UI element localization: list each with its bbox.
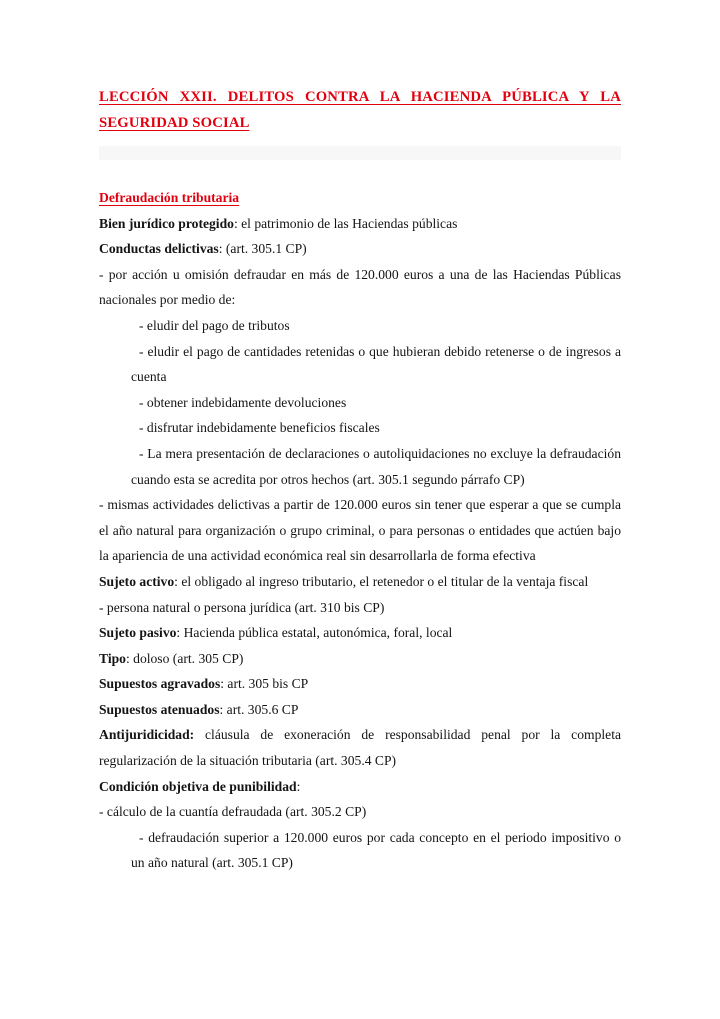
entry-sujeto-activo: [99, 569, 621, 595]
list-item-calculo-cuantia: - cálculo de la cuantía defraudada (art. 305.2 CP): [99, 804, 367, 820]
entry-label: Conductas delictivas: [99, 241, 219, 257]
entry-label: Bien jurídico protegido: [99, 215, 234, 231]
entry-label: Supuestos atenuados: [99, 701, 220, 717]
list-item-defraudacion-superior: - defraudación superior a 120.000 euros por cada concepto en el periodo impositivo o un año natural (art. 305.1 CP): [131, 829, 621, 871]
entry-label: Sujeto activo: [99, 573, 175, 589]
entry-value: : doloso (art. 305 CP): [125, 650, 244, 666]
page-title-line-1: LECCIÓN XXII. DELITOS CONTRA LA HACIENDA PÚBLICA Y LA: [99, 89, 621, 105]
entry-label: Antijuridicidad:: [99, 727, 195, 743]
list-item-mismas-actividades: - mismas actividades delictivas a partir de 120.000 euros sin tener que esperar a que se cumpla el año natural para organización o grupo criminal, o para personas o entidades que actúen bajo la apariencia de una actividad económica real sin desarrollarla de forma efectiva: [99, 497, 621, 564]
entry-value: : Hacienda pública estatal, autonómica, foral, local: [176, 625, 453, 641]
highlighted-blank-line: [99, 146, 621, 160]
entry-label: Condición objetiva de punibilidad: [99, 778, 297, 794]
entry-supuestos-agravados: [99, 671, 621, 697]
list-item-eludir-retenidas: - eludir el pago de cantidades retenidas o que hubieran debido retenerse o de ingresos a cuenta: [131, 343, 621, 385]
entry-supuestos-atenuados: [99, 697, 621, 723]
list-item-obtener-devoluciones: - obtener indebidamente devoluciones: [139, 394, 347, 410]
section-heading-label: Defraudación tributaria: [99, 190, 240, 205]
entry-condicion-objetiva-punibilidad: [99, 774, 621, 800]
entry-value: cláusula de exoneración de responsabilidad penal por la completa regularización de la situación tributaria (art. 305.4 CP): [99, 727, 621, 769]
entry-value: : art. 305 bis CP: [220, 676, 309, 692]
entry-value: :: [296, 778, 301, 794]
page-title: [99, 84, 621, 136]
entry-value: : (art. 305.1 CP): [218, 241, 307, 257]
entry-sujeto-pasivo: [99, 620, 621, 646]
list-item-mera-presentacion: - La mera presentación de declaraciones o autoliquidaciones no excluye la defraudación cuando esta se acredita por otros hechos (art. 305.1 segundo párrafo CP): [131, 445, 621, 487]
entry-tipo: [99, 646, 621, 672]
entry-value: : art. 305.6 CP: [219, 701, 299, 717]
list-item-disfrutar-beneficios: - disfrutar indebidamente beneficios fiscales: [139, 420, 380, 436]
entry-value: : el patrimonio de las Haciendas públicas: [233, 215, 458, 231]
list-item-eludir-tributos: - eludir del pago de tributos: [139, 317, 290, 333]
entry-antijuridicidad: [99, 722, 621, 773]
entry-label: Supuestos agravados: [99, 676, 221, 692]
entry-conductas-delictivas: [99, 236, 621, 262]
list-item-accion-omision: - por acción u omisión defraudar en más de 120.000 euros a una de las Haciendas Públicas nacionales por medio de:: [99, 266, 621, 308]
entry-label: Tipo: [99, 650, 126, 666]
document-body: [99, 84, 621, 876]
entry-value: : el obligado al ingreso tributario, el retenedor o el titular de la ventaja fiscal: [174, 573, 589, 589]
entry-bien-juridico-protegido: [99, 211, 621, 237]
blank-line-spacer: [99, 160, 621, 185]
section-heading-defraudacion-tributaria: [99, 185, 621, 211]
list-item-persona-natural: - persona natural o persona jurídica (art. 310 bis CP): [99, 599, 385, 615]
entry-label: Sujeto pasivo: [99, 625, 177, 641]
page-title-line-2: SEGURIDAD SOCIAL: [99, 115, 250, 131]
